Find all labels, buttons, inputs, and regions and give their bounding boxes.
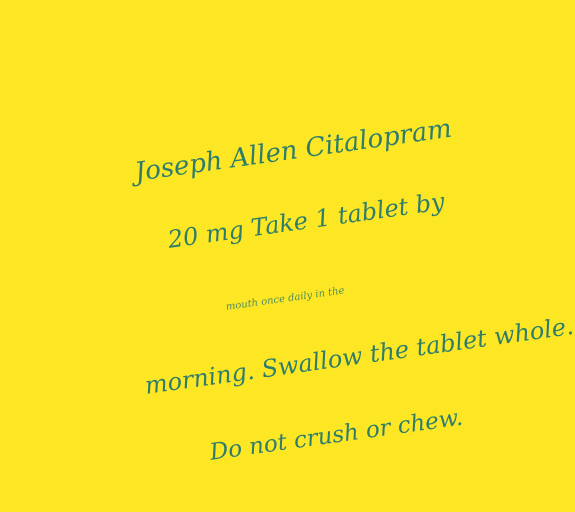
note-line-dose: 20 mg Take 1 tablet by: [166, 187, 447, 254]
note-line-warning: Do not crush or chew.: [208, 404, 465, 466]
note-line-instruction: morning. Swallow the tablet whole.: [143, 311, 575, 400]
note-line-route: mouth once daily in the: [225, 285, 346, 313]
note-line-patient-drug: Joseph Allen Citalopram: [132, 113, 454, 188]
